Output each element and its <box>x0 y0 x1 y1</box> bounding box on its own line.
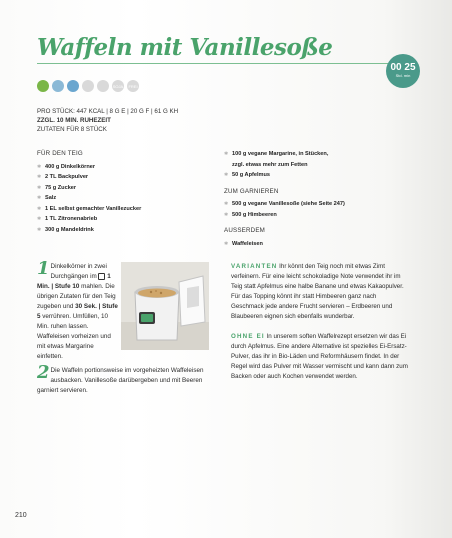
ingredient-item: ✱ 400 g Dinkelkörner <box>37 162 141 173</box>
time-minutes: 25 <box>404 62 416 73</box>
ingredients-dough <box>37 149 141 235</box>
servings: ZUTATEN FÜR 8 STÜCK <box>37 126 107 133</box>
ingredients-continued <box>224 149 394 249</box>
title-divider <box>37 63 394 64</box>
vegan-icon <box>37 80 49 92</box>
soy-icon <box>112 80 124 92</box>
step-text: mahlen. Die übrigen Zutaten für den Teig zugeben und <box>37 283 116 310</box>
ingredient-margarine: 100 g vegane Margarine, in Stücken, <box>232 151 329 157</box>
step-text: Dinkelkörner in zwei Durchgängen im <box>50 263 107 280</box>
page-number: 210 <box>15 512 27 519</box>
garnish-heading: ZUM GARNIEREN <box>224 187 279 195</box>
rest-time: ZZGL. 10 MIN. RUHEZEIT <box>37 117 111 124</box>
tip-variants <box>231 262 409 322</box>
nut-icon <box>127 80 139 92</box>
dough-heading: FÜR DEN TEIG <box>37 150 83 157</box>
ingredient-item: ✱ 75 g Zucker <box>37 183 141 194</box>
mixer-icon <box>98 273 105 280</box>
step-setting: 1 Min. | Stufe 10 <box>37 273 111 290</box>
step-number: 2 <box>37 362 50 383</box>
ingredient-item: ✱ 500 g Himbeeren <box>224 210 394 221</box>
diet-icon-row <box>37 80 139 92</box>
tip-text: In unserem soften Waffelrezept ersetzen wir das Ei durch Apfelmus. Eine andere Alternative ist spezielles Ei-Ersatz-Pulver, das ihr in Bio-Läden und Reformhäusern findet. In der Regel wird das Pulver mit Wasser vermischt und kann dann zum Backen oder auch Kochen verwendet werden. <box>231 333 408 380</box>
soy-icon-label: SOJA <box>112 83 124 89</box>
nutrition-values: PRO STÜCK: 447 KCAL | 8 G E | 20 G F | 61 G KH <box>37 108 179 115</box>
egg-icon <box>97 80 109 92</box>
time-hours: 00 <box>390 62 402 73</box>
ingredient-item: ✱ 1 EL selbst gemachter Vanillezucker <box>37 204 141 215</box>
ingredient-item: ✱ 500 g vegane Vanillesoße (siehe Seite 247) <box>224 199 394 210</box>
ingredient-item <box>224 149 394 170</box>
time-hours-unit: Std. <box>395 73 403 78</box>
nut-icon-label: FREI <box>128 83 138 89</box>
step-text: Die Waffeln portionsweise im vorgeheizten Waffeleisen ausbacken. Vanillesoße darübergeben und mit Beeren garniert servieren. <box>37 367 204 394</box>
ingredient-item: ✱ Salz <box>37 193 141 204</box>
ingredient-item: ✱ 300 g Mandeldrink <box>37 225 141 236</box>
tip-text: Ihr könnt den Teig noch mit etwas Zimt verfeinern. Für eine leicht schokoladige Note verwendet ihr im Teig statt Apfelmus eine halbe Banane und etwas Kakaopulver. Für das Topping könnt ihr statt Himbeeren ganz nach Geschmack jede andere Frucht servieren – Erdbeeren und Blaubeeren eignen sich ebenfalls wunderbar. <box>231 263 404 320</box>
lactose-free-icon <box>52 80 64 92</box>
extra-heading: AUSSERDEM <box>224 227 265 234</box>
nutrition-info <box>37 107 178 134</box>
mixer-photo <box>121 262 209 350</box>
time-minutes-unit: min <box>403 73 411 78</box>
ingredient-item: ✱ 50 g Apfelmus <box>224 170 394 181</box>
tip-heading: VARIANTEN <box>231 263 278 270</box>
time-badge <box>386 54 420 88</box>
ingredient-margarine-note: zzgl. etwas mehr zum Fetten <box>232 161 308 168</box>
step-text: verrühren. Umfüllen, 10 Min. ruhen lassen. Waffeleisen vorheizen und mit etwas Margarine einfetten. <box>37 313 111 360</box>
step-number: 1 <box>37 258 50 279</box>
step-1 <box>37 258 118 362</box>
gluten-icon <box>67 80 79 92</box>
recipe-title: Waffeln mit Vanillesoße <box>37 34 333 61</box>
ingredient-item: ✱ 1 TL Zitronenabrieb <box>37 214 141 225</box>
tip-heading: OHNE EI <box>231 333 265 340</box>
tip-no-egg <box>231 332 409 382</box>
step-setting: 30 Sek. | Stufe 5 <box>37 303 118 320</box>
tips-column <box>231 262 409 392</box>
wheat-icon <box>82 80 94 92</box>
ingredient-item: ✱ Waffeleisen <box>224 239 394 250</box>
step-2 <box>37 362 207 396</box>
ingredient-item: ✱ 2 TL Backpulver <box>37 172 141 183</box>
